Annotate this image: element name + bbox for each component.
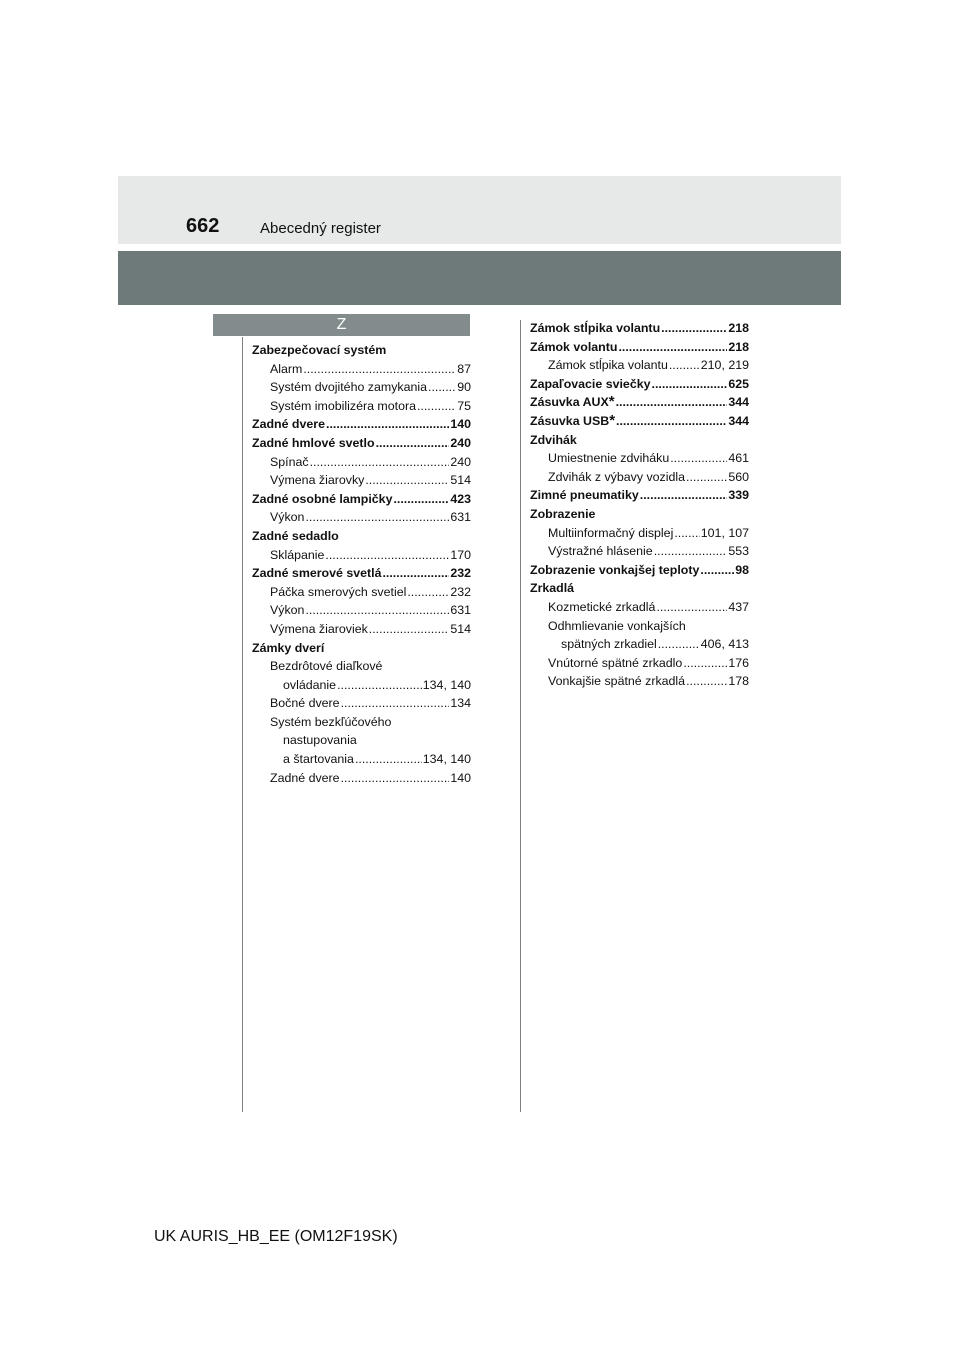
index-entry [252, 471, 471, 490]
header-bar [118, 176, 841, 244]
index-entry-page: 631 [450, 603, 471, 618]
index-entry [252, 546, 471, 565]
index-entry-term: Zadné hmlové svetlo [252, 435, 375, 450]
index-entry-page: 140 [450, 417, 471, 432]
index-entry-page: 232 [450, 584, 471, 599]
dot-leader [365, 471, 449, 490]
index-entry-term: Zapaľovacie sviečky [530, 376, 651, 391]
index-entry [530, 598, 749, 617]
index-entry-term: Vnútorné spätné zrkadlo [548, 655, 683, 670]
document-code: UK AURIS_HB_EE (OM12F19SK) [154, 1228, 398, 1245]
dot-leader [669, 356, 700, 375]
index-entry [252, 657, 471, 676]
dot-leader [656, 598, 727, 617]
index-entry [252, 694, 471, 713]
index-entry-term: Výkon [270, 510, 305, 525]
index-entry [252, 564, 471, 583]
index-entry [252, 415, 471, 434]
dot-leader [652, 375, 728, 394]
dot-leader [686, 672, 727, 691]
index-entry-term: Zadné osobné lampičky [252, 491, 393, 506]
dot-leader [303, 360, 456, 379]
dot-leader [658, 635, 700, 654]
index-entry [252, 490, 471, 509]
index-entry-term: Zámok stĺpika volantu [548, 358, 668, 373]
header-band [118, 251, 841, 305]
dot-leader [683, 654, 727, 673]
index-entry [252, 378, 471, 397]
index-entry-term: Zadné sedadlo [252, 528, 339, 543]
index-entry-page: 423 [450, 491, 471, 506]
index-entry-term: a štartovania [283, 752, 354, 767]
index-entry-term: Výstražné hlásenie [548, 544, 653, 559]
index-entry-term: ovládanie [283, 677, 337, 692]
index-entry [252, 601, 471, 620]
index-entry-page: 339 [728, 488, 749, 503]
index-entry-term: Zobrazenie vonkajšej teploty [530, 562, 700, 577]
index-entry-term: Zámky dverí [252, 640, 325, 655]
index-entry-page: 461 [728, 451, 749, 466]
index-entry-page: 134, 140 [422, 677, 471, 692]
index-letter-bar [213, 314, 470, 336]
index-entry [530, 617, 749, 636]
dot-leader [616, 412, 727, 431]
index-entry-term: Zabezpečovací systém [252, 343, 387, 357]
index-entry-page: 140 [450, 770, 471, 785]
index-entry [530, 505, 749, 524]
index-entry-term: Zásuvka USB [530, 413, 610, 428]
dot-leader [369, 620, 450, 639]
index-entry [252, 676, 471, 695]
index-entry [530, 654, 749, 673]
index-column-left [252, 341, 471, 787]
index-entry-term: Systém bezkľúčového [270, 714, 392, 729]
index-entry-page: 560 [728, 469, 749, 484]
index-entry [252, 731, 471, 750]
index-entry-page: 437 [728, 599, 749, 614]
index-entry: Zásuvka USB * ..... 344 [530, 412, 749, 431]
dot-leader [305, 601, 449, 620]
index-entry [530, 486, 749, 505]
index-entry-term: Zrkadlá [530, 581, 575, 596]
index-entry [530, 319, 749, 338]
dot-leader [325, 546, 449, 565]
index-entry-term: Zdvihák [530, 432, 577, 447]
index-entry-page: 240 [450, 435, 471, 450]
index-entry-page: 218 [728, 339, 749, 354]
index-letter: Z [336, 316, 347, 333]
index-entry [252, 397, 471, 416]
index-entry-term: Zámok volantu [530, 339, 618, 354]
index-entry-term: Zobrazenie [530, 506, 596, 521]
index-column-right [530, 319, 749, 691]
index-entry-page: 232 [450, 566, 471, 581]
index-entry-page: 514 [450, 621, 471, 636]
index-entry-page: 210, 219 [700, 358, 749, 373]
index-entry-term: Umiestnenie zdviháku [548, 451, 670, 466]
index-entry-term: Systém dvojitého zamykania [270, 380, 428, 395]
index-entry-term: nastupovania [283, 733, 357, 748]
index-entry [530, 672, 749, 691]
index-entry [530, 375, 749, 394]
index-entry [252, 527, 471, 546]
index-entry-term: Bočné dvere [270, 696, 340, 711]
index-entry-page: 101, 107 [700, 525, 749, 540]
index-entry [530, 561, 749, 580]
index-entry-term: Spínač [270, 454, 309, 469]
dot-leader [305, 508, 449, 527]
index-entry-term: spätných zrkadiel [561, 637, 657, 652]
index-entry-page: 514 [450, 473, 471, 488]
dot-leader [393, 490, 449, 509]
dot-leader [376, 434, 450, 453]
index-entry-term: Kozmetické zrkadlá [548, 599, 656, 614]
index-entry-page: 87 [457, 361, 471, 376]
index-entry [252, 750, 471, 769]
dot-leader [417, 397, 456, 416]
index-entry-term: Sklápanie [270, 547, 325, 562]
index-entry-term: Zadné dvere [270, 770, 340, 785]
column-divider-right [520, 320, 521, 1112]
index-entry-page: 178 [728, 674, 749, 689]
index-entry-page: 98 [735, 562, 749, 577]
index-entry [252, 769, 471, 788]
index-entry-page: 176 [728, 655, 749, 670]
index-entry [530, 542, 749, 561]
index-entry [252, 620, 471, 639]
index-entry [530, 338, 749, 357]
index-entry-term: Odhmlievanie vonkajších [548, 618, 686, 633]
index-entry-term: Multiinformačný displej [548, 525, 674, 540]
index-entry-page: 406, 413 [700, 637, 749, 652]
index-entry-term: Zásuvka AUX [530, 395, 609, 410]
index-entry-term: Zdvihák z výbavy vozidla [548, 469, 686, 484]
dot-leader [674, 524, 699, 543]
dot-leader [700, 561, 734, 580]
column-divider-left [242, 337, 243, 1112]
index-entry-term: Vonkajšie spätné zrkadlá [548, 674, 686, 689]
index-entry-page: 134, 140 [422, 752, 471, 767]
index-entry [530, 524, 749, 543]
index-entry-page: 75 [457, 398, 471, 413]
dot-leader [407, 583, 449, 602]
index-entry [530, 468, 749, 487]
dot-leader [310, 453, 450, 472]
index-entry [252, 639, 471, 658]
index-entry [252, 341, 471, 360]
dot-leader [670, 449, 727, 468]
index-entry [530, 635, 749, 654]
dot-leader [686, 468, 727, 487]
index-entry-page: 218 [728, 321, 749, 335]
index-entry-page: 134 [450, 696, 471, 711]
index-entry [252, 453, 471, 472]
dot-leader [428, 378, 456, 397]
section-title: Abecedný register [260, 220, 381, 237]
dot-leader [341, 694, 450, 713]
index-entry-term: Výkon [270, 603, 305, 618]
index-entry [530, 449, 749, 468]
index-entry-term: Páčka smerových svetiel [270, 584, 407, 599]
dot-leader [382, 564, 449, 583]
dot-leader [661, 319, 727, 338]
dot-leader [616, 393, 728, 412]
index-entry-term: Bezdrôtové diaľkové [270, 659, 383, 674]
dot-leader [640, 486, 728, 505]
index-entry-page: 553 [728, 544, 749, 559]
index-entry: Zásuvka AUX * ..... 344 [530, 393, 749, 412]
index-entry-term: Zámok stĺpika volantu [530, 321, 661, 335]
index-entry [252, 508, 471, 527]
index-entry-page: 170 [450, 547, 471, 562]
index-entry-page: 625 [728, 376, 749, 391]
index-entry-page: 90 [457, 380, 471, 395]
index-entry [252, 434, 471, 453]
index-entry-term: Výmena žiaroviek [270, 621, 368, 636]
page-number: 662 [186, 215, 220, 237]
index-entry-page: 344 [728, 413, 749, 428]
index-entry-page: 631 [450, 510, 471, 525]
index-entry-term: Výmena žiarovky [270, 473, 365, 488]
index-entry-page: 240 [450, 454, 471, 469]
index-entry-page: 344 [728, 395, 749, 410]
index-entry-term: Zimné pneumatiky [530, 488, 639, 503]
index-entry [530, 579, 749, 598]
dot-leader [355, 750, 422, 769]
dot-leader [654, 542, 728, 561]
dot-leader [326, 415, 449, 434]
index-entry [530, 431, 749, 450]
index-entry [252, 583, 471, 602]
index-entry-term: Zadné dvere [252, 417, 325, 432]
index-entry [252, 360, 471, 379]
index-entry-term: Systém imobilizéra motora [270, 398, 416, 413]
index-entry-term: Alarm [270, 361, 303, 376]
index-entry [252, 713, 471, 732]
dot-leader [337, 676, 422, 695]
index-entry [530, 356, 749, 375]
index-entry-term: Zadné smerové svetlá [252, 566, 382, 581]
dot-leader [341, 769, 450, 788]
dot-leader [618, 338, 727, 357]
